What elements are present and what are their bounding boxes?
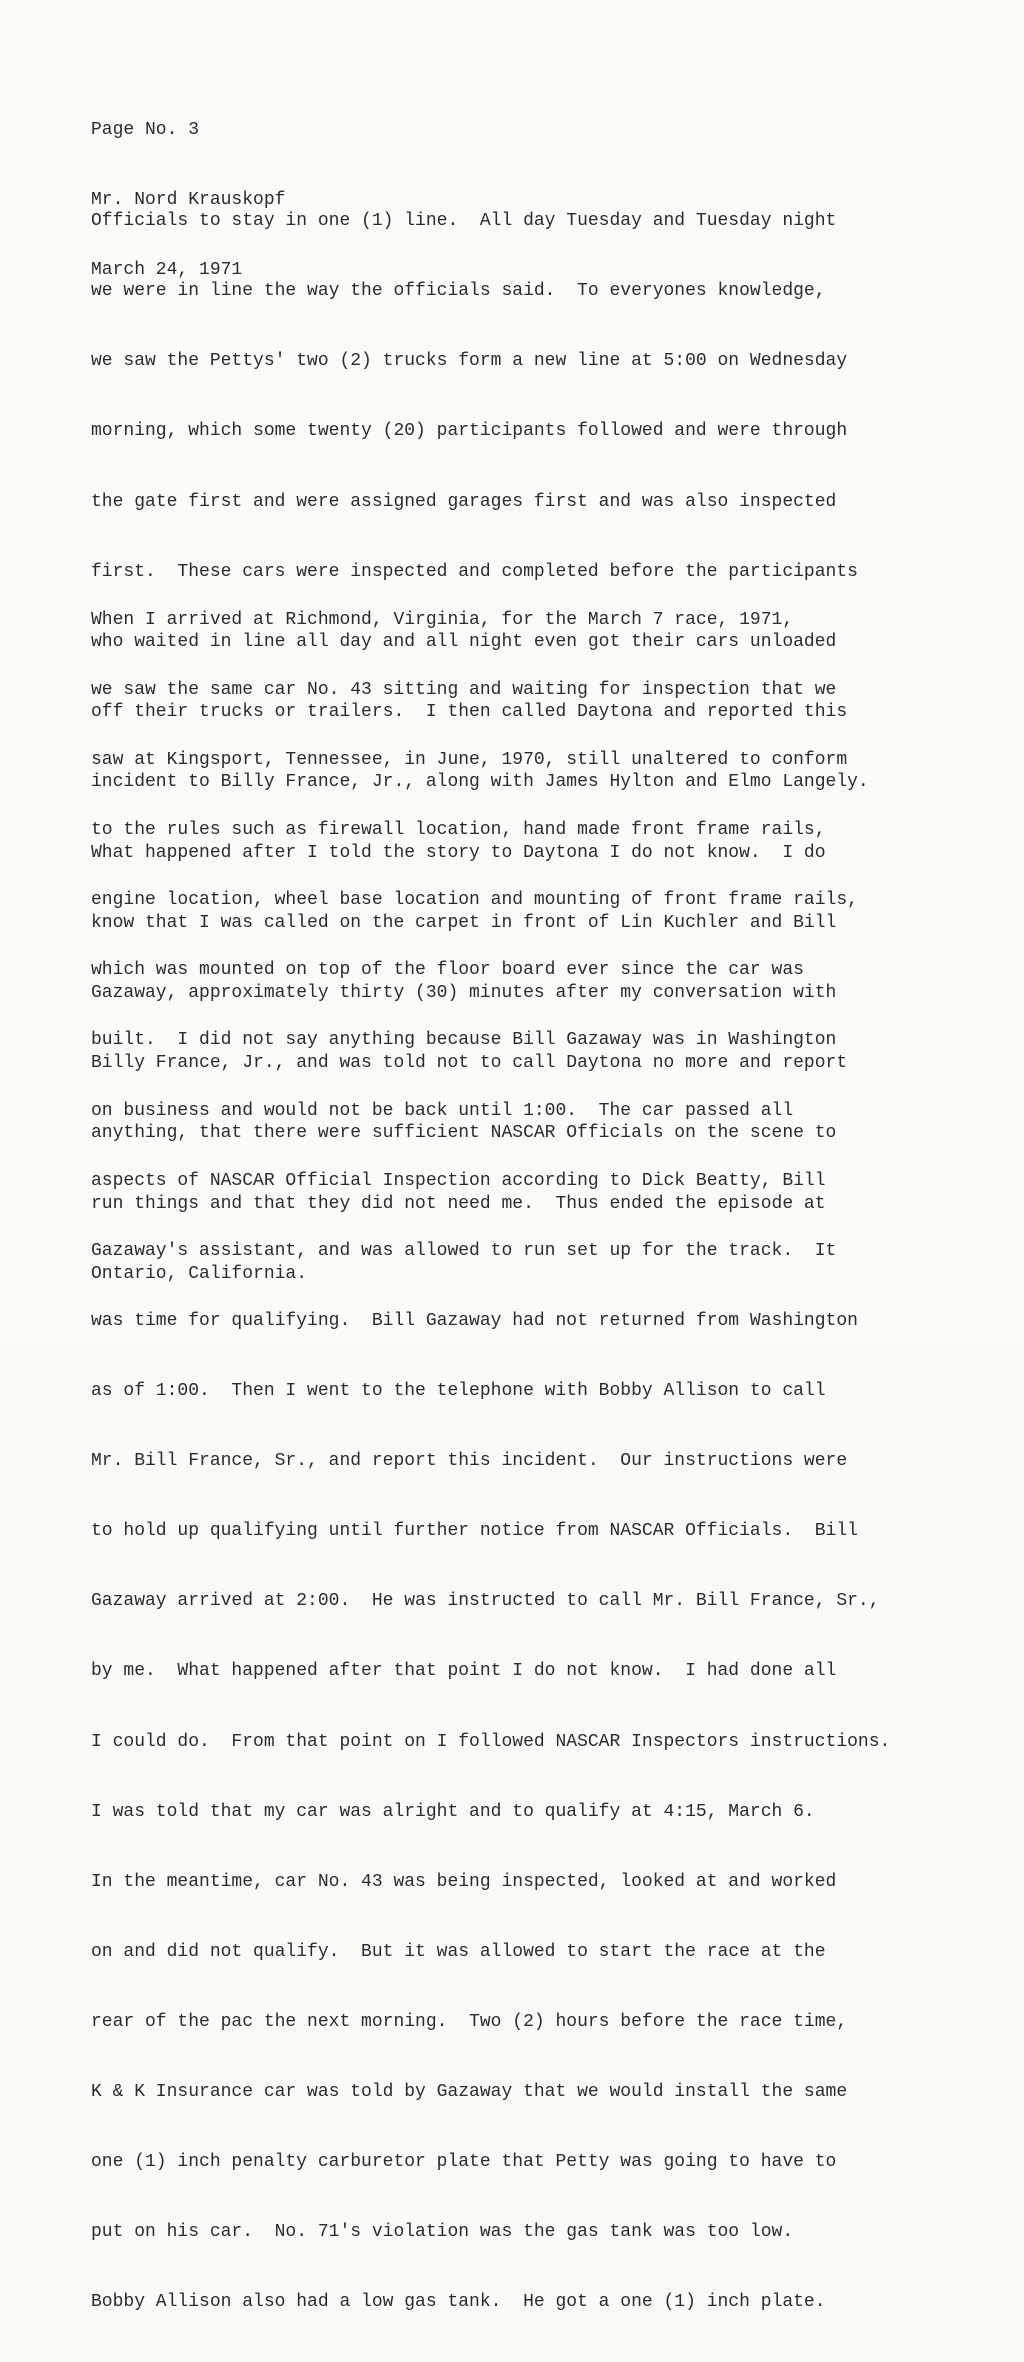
text-line: Officials to stay in one (1) line. All day Tuesday and Tuesday night xyxy=(91,210,837,231)
text-line: engine location, wheel base location and mounting of front frame rails, xyxy=(91,890,858,911)
text-line: Billy France, Jr., and was told not to call Daytona no more and report xyxy=(91,1053,848,1074)
text-line: we saw the Pettys' two (2) trucks form a new line at 5:00 on Wednesday xyxy=(91,351,848,372)
text-line: we were in line the way the officials said. To everyones knowledge, xyxy=(91,281,826,302)
text-line: to the rules such as firewall location, hand made front frame rails, xyxy=(91,820,826,841)
text-line: one (1) inch penalty carburetor plate that Petty was going to have to xyxy=(91,2152,837,2173)
text-line: on business and would not be back until 1:00. The car passed all xyxy=(91,1100,794,1121)
text-line: What happened after I told the story to Daytona I do not know. I do xyxy=(91,842,826,863)
text-line: first. These cars were inspected and completed before the participants xyxy=(91,561,858,582)
text-line: which was mounted on top of the floor board ever since the car was xyxy=(91,960,804,981)
text-line: as of 1:00. Then I went to the telephone with Bobby Allison to call xyxy=(91,1381,826,1402)
page-number: Page No. 3 xyxy=(91,119,200,140)
letter-date: March 24, 1971 xyxy=(91,260,243,281)
text-line: run things and that they did not need me. Thus ended the episode at xyxy=(91,1193,826,1214)
text-line: off their trucks or trailers. I then called Daytona and reported this xyxy=(91,702,848,723)
text-line: Mr. Bill France, Sr., and report this incident. Our instructions were xyxy=(91,1451,848,1472)
text-line: Gazaway's assistant, and was allowed to run set up for the track. It xyxy=(91,1240,837,1261)
text-line: on and did not qualify. But it was allowed to start the race at the xyxy=(91,1941,826,1962)
text-line: put on his car. No. 71's violation was the gas tank was too low. xyxy=(91,2222,794,2243)
recipient-name: Mr. Nord Krauskopf xyxy=(91,190,286,211)
text-line: Gazaway, approximately thirty (30) minutes after my conversation with xyxy=(91,983,837,1004)
text-line: the gate first and were assigned garages first and was also inspected xyxy=(91,491,837,512)
text-line: rear of the pac the next morning. Two (2) hours before the race time, xyxy=(91,2012,848,2032)
text-line: In the meantime, car No. 43 was being inspected, looked at and worked xyxy=(91,1871,837,1892)
text-line: K & K Insurance car was told by Gazaway that we would install the same xyxy=(91,2082,848,2103)
text-line: know that I was called on the carpet in front of Lin Kuchler and Bill xyxy=(91,912,837,933)
text-line: we saw the same car No. 43 sitting and waiting for inspection that we xyxy=(91,679,837,700)
text-line: morning, which some twenty (20) participants followed and were through xyxy=(91,421,848,442)
text-line: Ontario, California. xyxy=(91,1263,308,1284)
text-line: I could do. From that point on I followed NASCAR Inspectors instructions. xyxy=(91,1731,891,1752)
text-line: anything, that there were sufficient NASCAR Officials on the scene to xyxy=(91,1123,837,1144)
text-line: to hold up qualifying until further notice from NASCAR Officials. Bill xyxy=(91,1521,858,1542)
paragraph-2 xyxy=(91,562,890,2362)
text-line: by me. What happened after that point I do not know. I had done all xyxy=(91,1661,837,1682)
text-line: built. I did not say anything because Bill Gazaway was in Washington xyxy=(91,1030,837,1051)
text-line: incident to Billy France, Jr., along with James Hylton and Elmo Langely. xyxy=(91,772,869,793)
text-line: was time for qualifying. Bill Gazaway had not returned from Washington xyxy=(91,1310,858,1331)
text-line: who waited in line all day and all night even got their cars unloaded xyxy=(91,632,837,653)
text-line: aspects of NASCAR Official Inspection according to Dick Beatty, Bill xyxy=(91,1170,826,1191)
text-line: When I arrived at Richmond, Virginia, for the March 7 race, 1971, xyxy=(91,609,794,630)
text-line: saw at Kingsport, Tennessee, in June, 1970, still unaltered to conform xyxy=(91,750,848,771)
text-line: Gazaway arrived at 2:00. He was instructed to call Mr. Bill France, Sr., xyxy=(91,1591,880,1612)
text-line: I was told that my car was alright and to qualify at 4:15, March 6. xyxy=(91,1801,815,1822)
text-line: Bobby Allison also had a low gas tank. He got a one (1) inch plate. xyxy=(91,2292,826,2313)
